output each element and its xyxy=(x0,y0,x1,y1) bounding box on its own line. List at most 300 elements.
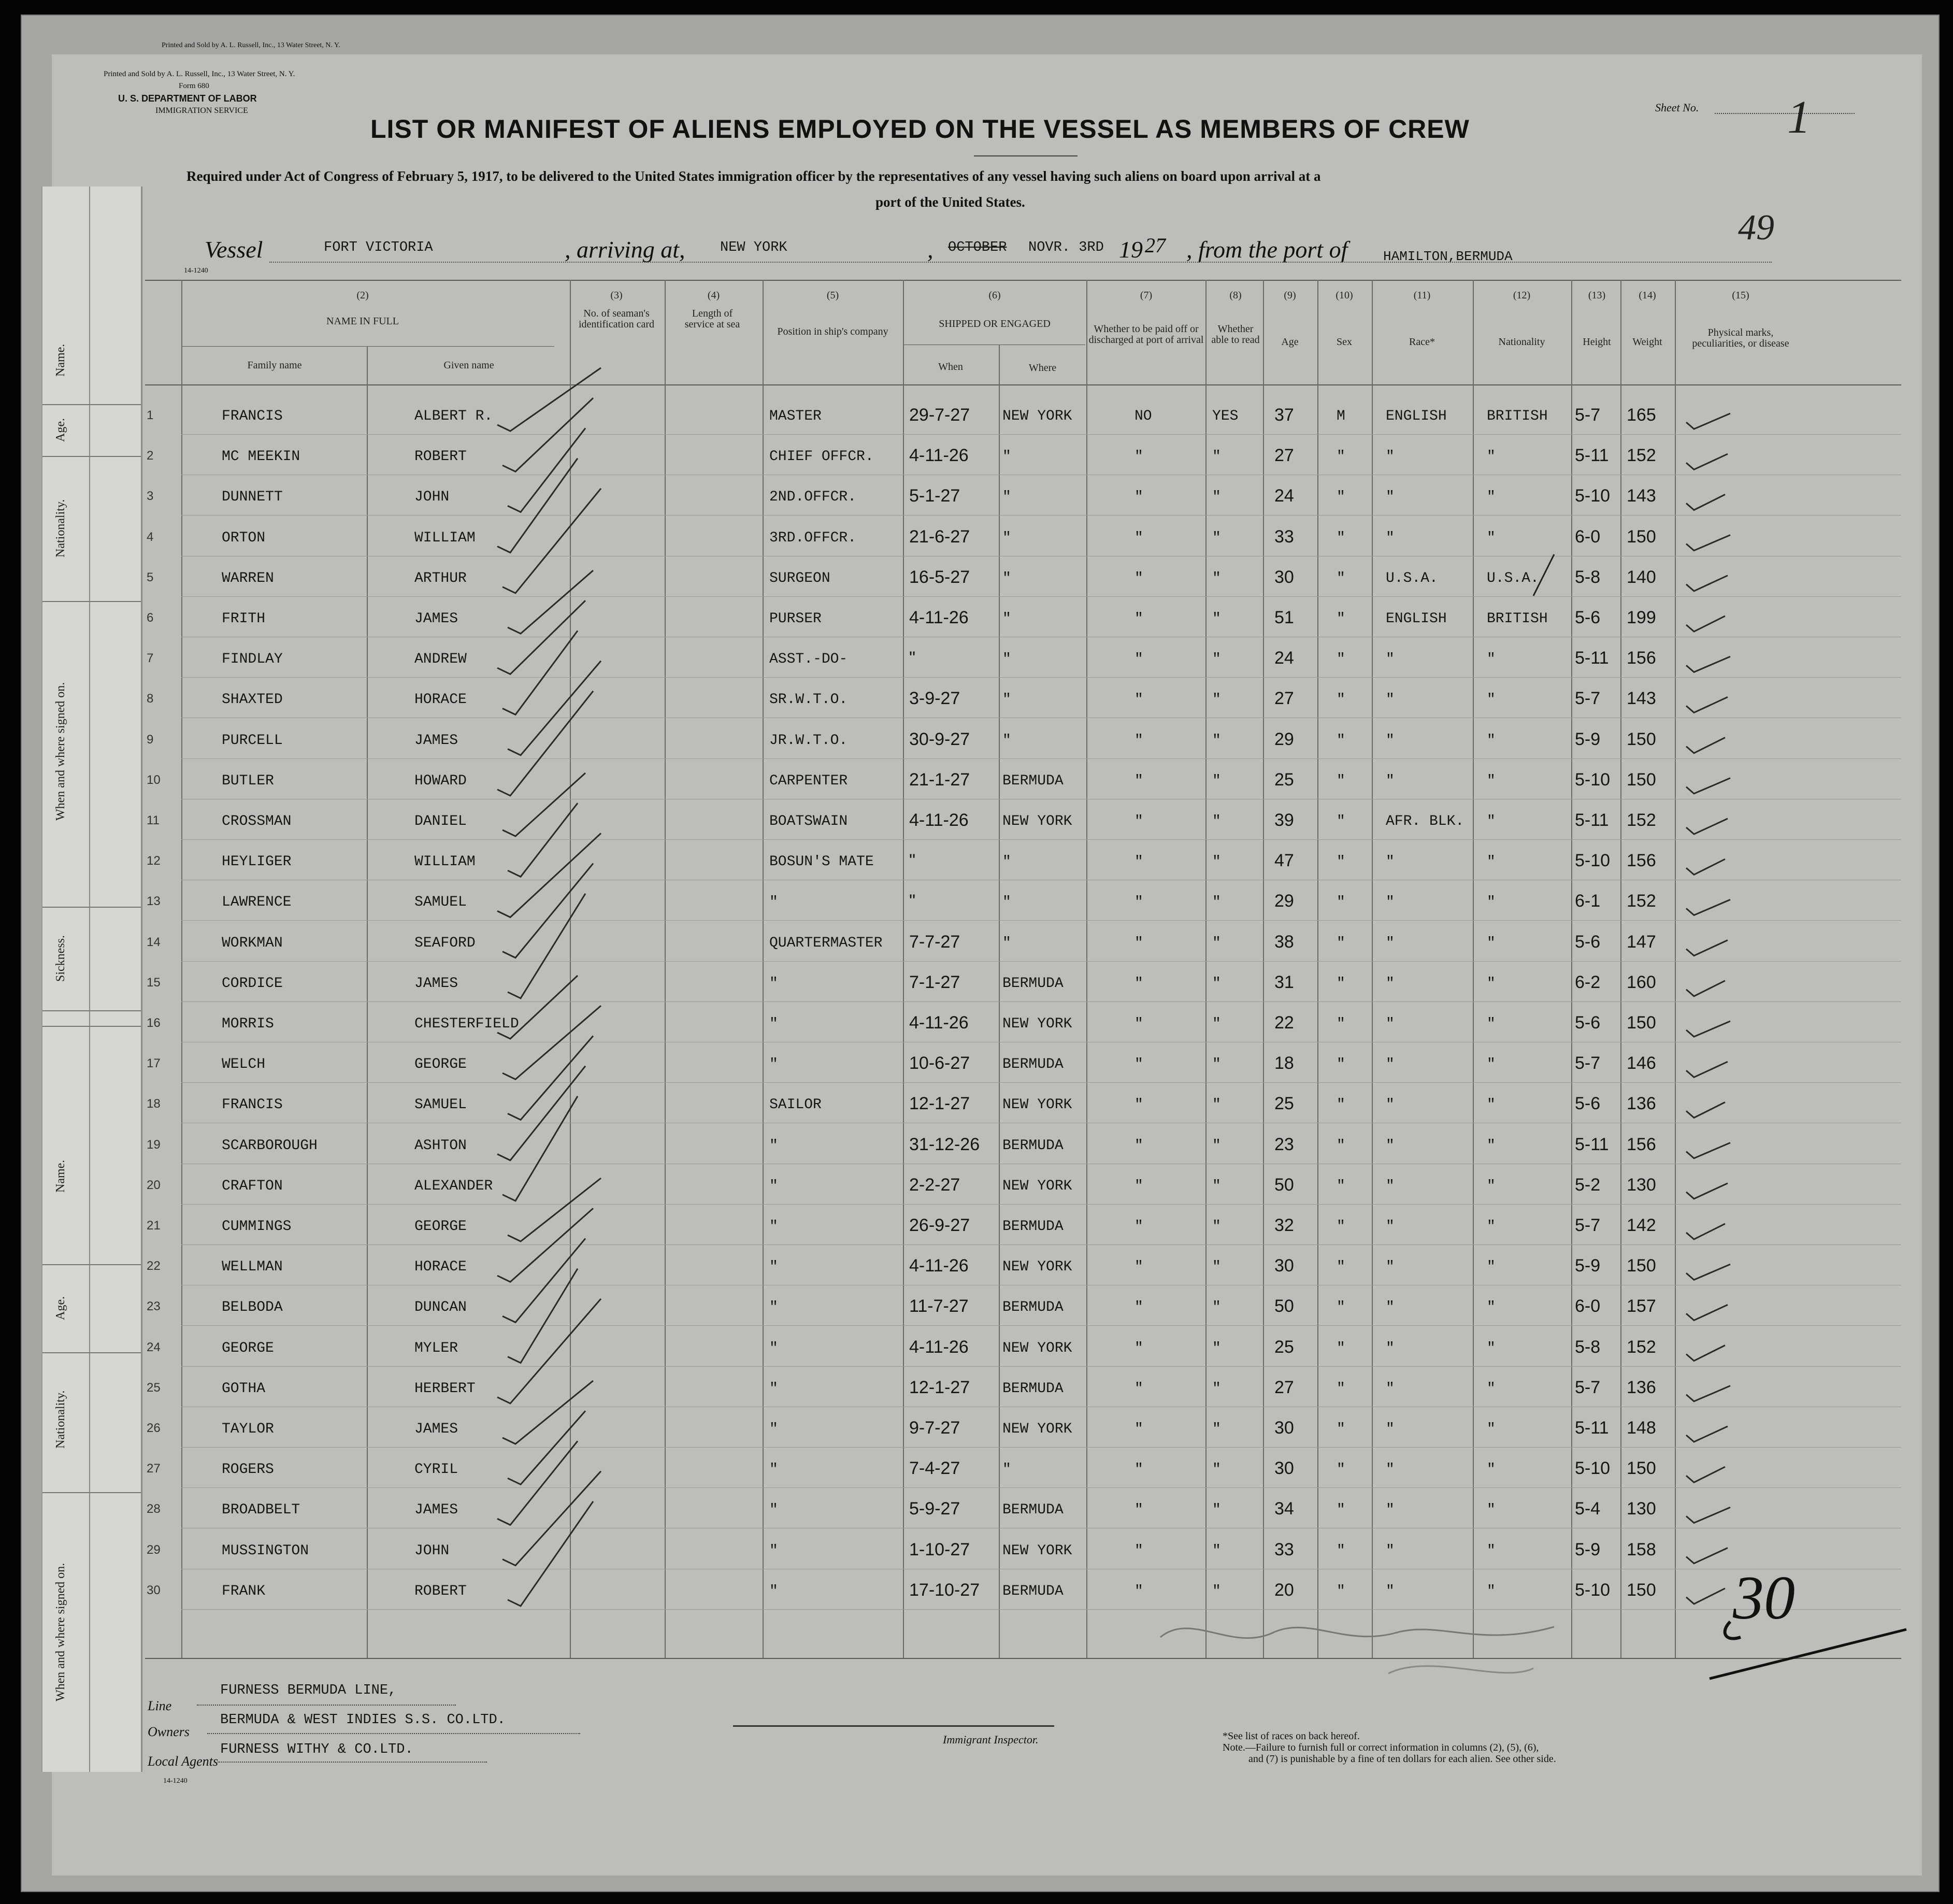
vline-d xyxy=(665,280,666,1658)
cell-where: " xyxy=(1002,611,1011,627)
cell-sex: " xyxy=(1337,1056,1345,1073)
cell-given: JAMES xyxy=(414,975,458,992)
cell-n: 8 xyxy=(147,692,154,706)
cell-position: " xyxy=(769,1421,778,1437)
cell-where: " xyxy=(1002,692,1011,708)
col7-header: Whether to be paid off or discharged at port of arrival xyxy=(1088,323,1204,346)
cell-n: 14 xyxy=(147,935,161,949)
col12-number: (12) xyxy=(1513,290,1531,301)
cell-n: 4 xyxy=(147,529,154,544)
cell-where: NEW YORK xyxy=(1002,1178,1072,1194)
cell-sex: " xyxy=(1337,1016,1345,1032)
cell-when: 4-11-26 xyxy=(909,810,969,830)
cell-position: " xyxy=(769,1137,778,1154)
vline-h xyxy=(1086,280,1087,1658)
cell-where: NEW YORK xyxy=(1002,1340,1072,1356)
cell-paid: " xyxy=(1135,611,1143,627)
cell-read: " xyxy=(1212,489,1221,506)
cell-where: BERMUDA xyxy=(1002,1502,1064,1519)
cell-paid: " xyxy=(1135,1178,1143,1194)
cell-nationality: " xyxy=(1487,1219,1496,1235)
cell-sex: " xyxy=(1337,1219,1345,1235)
cell-race: " xyxy=(1386,449,1395,465)
cell-age: 27 xyxy=(1274,446,1294,466)
cell-sex: " xyxy=(1337,935,1345,951)
cell-read: " xyxy=(1212,1259,1221,1276)
row-rule xyxy=(181,1325,1901,1326)
cell-sex: " xyxy=(1337,1340,1345,1356)
vline-c xyxy=(570,280,571,1658)
row-rule xyxy=(181,839,1901,840)
cell-nationality: " xyxy=(1487,1016,1496,1032)
cell-position: " xyxy=(769,1583,778,1599)
cell-nationality: " xyxy=(1487,1502,1496,1519)
cell-sex: " xyxy=(1337,1421,1345,1437)
cell-given: WILLIAM xyxy=(414,854,476,870)
cell-read: YES xyxy=(1212,408,1239,424)
cell-weight: 199 xyxy=(1627,608,1656,627)
form-code-top: 14-1240 xyxy=(184,267,208,275)
cell-nationality: " xyxy=(1487,1056,1496,1073)
cell-sex: " xyxy=(1337,489,1345,506)
row-rule xyxy=(181,961,1901,962)
subtitle-line1: Required under Act of Congress of February 5, 1917, to be delivered to the United States immigration officer by the representatives of any vessel having such aliens on board upon arrival at a xyxy=(186,168,1321,184)
given-name-header: Given name xyxy=(443,360,494,371)
cell-where: NEW YORK xyxy=(1002,408,1072,424)
cell-position: CHIEF OFFCR. xyxy=(769,449,874,465)
cell-read: " xyxy=(1212,1299,1221,1316)
cell-paid: " xyxy=(1135,570,1143,586)
cell-race: " xyxy=(1386,1583,1395,1599)
cell-family: HEYLIGER xyxy=(222,854,292,870)
vline-e xyxy=(763,280,764,1658)
cell-weight: 136 xyxy=(1627,1377,1656,1397)
cell-weight: 136 xyxy=(1627,1094,1656,1114)
cell-weight: 156 xyxy=(1627,648,1656,668)
cell-read: " xyxy=(1212,935,1221,951)
cell-read: " xyxy=(1212,529,1221,546)
cell-age: 39 xyxy=(1274,810,1294,830)
cell-sex: " xyxy=(1337,529,1345,546)
cell-race: ENGLISH xyxy=(1386,408,1447,424)
cell-age: 32 xyxy=(1274,1215,1294,1235)
strip-label-sickness: Sickness. xyxy=(54,935,67,982)
cell-when: " xyxy=(909,851,916,871)
header-top-rule xyxy=(145,280,1901,281)
cell-weight: 152 xyxy=(1627,891,1656,911)
cell-family: LAWRENCE xyxy=(222,894,292,911)
cell-where: NEW YORK xyxy=(1002,1097,1072,1113)
cell-read: " xyxy=(1212,732,1221,749)
cell-when: 11-7-27 xyxy=(909,1296,969,1316)
cell-given: ARTHUR xyxy=(414,570,467,586)
cell-paid: " xyxy=(1135,1219,1143,1235)
cell-paid: " xyxy=(1135,935,1143,951)
cell-sex: " xyxy=(1337,692,1345,708)
cell-paid: " xyxy=(1135,1137,1143,1154)
cell-given: SAMUEL xyxy=(414,1097,467,1113)
cell-given: SEAFORD xyxy=(414,935,476,951)
cell-height: 5-8 xyxy=(1575,567,1601,587)
col5-number: (5) xyxy=(826,290,839,301)
strip-vline xyxy=(89,187,90,1772)
cell-n: 19 xyxy=(147,1137,161,1152)
where-header: Where xyxy=(1028,362,1057,374)
cell-n: 5 xyxy=(147,570,154,584)
col2-number: (2) xyxy=(356,290,369,301)
vline-o xyxy=(1620,280,1621,1658)
cell-family: DUNNETT xyxy=(222,489,283,506)
cell-read: " xyxy=(1212,1502,1221,1519)
cell-position: " xyxy=(769,894,778,911)
inspector-label: Immigrant Inspector. xyxy=(943,1733,1039,1746)
cell-weight: 156 xyxy=(1627,851,1656,871)
cell-when: 29-7-27 xyxy=(909,405,970,425)
strip-line xyxy=(42,1352,141,1353)
cell-position: QUARTERMASTER xyxy=(769,935,883,951)
col6-header: SHIPPED OR ENGAGED xyxy=(939,318,1051,330)
cell-nationality: " xyxy=(1487,1097,1496,1113)
strip-line xyxy=(42,456,141,457)
strip-label-signed-on-2: When and where signed on. xyxy=(54,1563,67,1701)
cell-n: 12 xyxy=(147,854,161,868)
col9-header: Age xyxy=(1281,336,1299,348)
cell-nationality: " xyxy=(1487,813,1496,829)
cell-age: 25 xyxy=(1274,1337,1294,1357)
owners-value: BERMUDA & WEST INDIES S.S. CO.LTD. xyxy=(220,1712,506,1728)
vline-n xyxy=(1571,280,1572,1658)
cell-age: 50 xyxy=(1274,1296,1294,1316)
cell-read: " xyxy=(1212,1462,1221,1478)
cell-when: 12-1-27 xyxy=(909,1094,970,1114)
cell-race: " xyxy=(1386,489,1395,506)
cell-where: " xyxy=(1002,529,1011,546)
vessel-name: FORT VICTORIA xyxy=(324,240,433,255)
cell-when: 5-9-27 xyxy=(909,1499,960,1519)
cell-position: 3RD.OFFCR. xyxy=(769,529,857,546)
cell-age: 20 xyxy=(1274,1580,1294,1600)
cell-race: " xyxy=(1386,1502,1395,1519)
cell-nationality: " xyxy=(1487,1340,1496,1356)
cell-paid: " xyxy=(1135,854,1143,870)
cell-age: 31 xyxy=(1274,972,1294,992)
vline-b xyxy=(367,346,368,1658)
cell-height: 5-6 xyxy=(1575,608,1601,627)
cell-height: 5-11 xyxy=(1575,1418,1609,1438)
year-prefix: 19 xyxy=(1119,236,1143,263)
row-rule xyxy=(181,596,1901,597)
cell-family: CRAFTON xyxy=(222,1178,283,1194)
cell-position: " xyxy=(769,1056,778,1073)
cell-sex: M xyxy=(1337,408,1345,424)
cell-read: " xyxy=(1212,651,1221,668)
cell-when: 5-1-27 xyxy=(909,486,960,506)
col9-number: (9) xyxy=(1284,290,1296,301)
cell-paid: " xyxy=(1135,1502,1143,1519)
cell-n: 6 xyxy=(147,611,154,625)
cell-sex: " xyxy=(1337,975,1345,992)
cell-sex: " xyxy=(1337,1380,1345,1397)
cell-paid: " xyxy=(1135,1016,1143,1032)
col13-number: (13) xyxy=(1588,290,1606,301)
row-rule xyxy=(181,920,1901,921)
printer-line: Printed and Sold by A. L. Russell, Inc., 13 Water Street, N. Y. xyxy=(104,70,295,78)
cell-age: 25 xyxy=(1274,1094,1294,1114)
cell-height: 5-7 xyxy=(1575,689,1601,709)
cell-position: ASST.-DO- xyxy=(769,651,848,668)
cell-where: NEW YORK xyxy=(1002,1259,1072,1276)
cell-height: 5-7 xyxy=(1575,1377,1601,1397)
header-bottom-rule xyxy=(145,384,1901,385)
cell-nationality: " xyxy=(1487,975,1496,992)
cell-sex: " xyxy=(1337,1137,1345,1154)
cell-age: 30 xyxy=(1274,1458,1294,1479)
cell-weight: 143 xyxy=(1627,689,1656,709)
cell-when: 17-10-27 xyxy=(909,1580,980,1600)
cell-sex: " xyxy=(1337,570,1345,586)
cell-weight: 150 xyxy=(1627,729,1656,749)
cell-read: " xyxy=(1212,854,1221,870)
cell-nationality: " xyxy=(1487,1421,1496,1437)
cell-age: 27 xyxy=(1274,1377,1294,1397)
agents-value: FURNESS WITHY & CO.LTD. xyxy=(220,1742,413,1757)
cell-n: 20 xyxy=(147,1178,161,1192)
cell-read: " xyxy=(1212,1340,1221,1356)
cell-age: 18 xyxy=(1274,1053,1294,1073)
vline-m xyxy=(1473,280,1474,1658)
cell-given: HORACE xyxy=(414,692,467,708)
cell-given: JAMES xyxy=(414,732,458,749)
cell-race: " xyxy=(1386,1340,1395,1356)
cell-family: BROADBELT xyxy=(222,1502,300,1519)
cell-race: " xyxy=(1386,935,1395,951)
cell-nationality: " xyxy=(1487,529,1496,546)
cell-n: 26 xyxy=(147,1421,161,1435)
cell-height: 5-11 xyxy=(1575,1134,1609,1154)
cell-race: " xyxy=(1386,1056,1395,1073)
cell-where: BERMUDA xyxy=(1002,772,1064,789)
cell-read: " xyxy=(1212,894,1221,911)
cell-position: BOATSWAIN xyxy=(769,813,848,829)
arrival-port: NEW YORK xyxy=(720,240,787,255)
cell-paid: " xyxy=(1135,1462,1143,1478)
cell-given: GEORGE xyxy=(414,1056,467,1073)
cell-n: 18 xyxy=(147,1097,161,1111)
col5-header: Position in ship's company xyxy=(777,326,888,337)
cell-nationality: " xyxy=(1487,772,1496,789)
cell-nationality: " xyxy=(1487,692,1496,708)
cell-where: BERMUDA xyxy=(1002,1583,1064,1599)
cell-weight: 130 xyxy=(1627,1175,1656,1195)
row-rule xyxy=(181,1001,1901,1002)
cell-sex: " xyxy=(1337,1259,1345,1276)
cell-family: GOTHA xyxy=(222,1380,266,1397)
cell-race: " xyxy=(1386,1178,1395,1194)
cell-when: 4-11-26 xyxy=(909,1013,969,1033)
cell-paid: NO xyxy=(1135,408,1152,424)
cell-weight: 160 xyxy=(1627,972,1656,992)
cell-nationality: " xyxy=(1487,1299,1496,1316)
cell-weight: 150 xyxy=(1627,1458,1656,1479)
row-rule xyxy=(181,677,1901,678)
cell-family: TAYLOR xyxy=(222,1421,274,1437)
vline-i xyxy=(1205,280,1207,1658)
cell-given: HOWARD xyxy=(414,772,467,789)
cell-paid: " xyxy=(1135,772,1143,789)
cell-family: CUMMINGS xyxy=(222,1219,292,1235)
page-title: LIST OR MANIFEST OF ALIENS EMPLOYED ON THE VESSEL AS MEMBERS OF CREW xyxy=(370,114,1470,144)
cell-when: 31-12-26 xyxy=(909,1134,980,1154)
cell-read: " xyxy=(1212,1421,1221,1437)
cell-given: JOHN xyxy=(414,489,450,506)
cell-paid: " xyxy=(1135,1259,1143,1276)
col10-number: (10) xyxy=(1335,290,1353,301)
cell-paid: " xyxy=(1135,1542,1143,1559)
cell-age: 38 xyxy=(1274,932,1294,952)
year-suffix: 27 xyxy=(1145,234,1166,257)
cell-when: 7-1-27 xyxy=(909,972,960,992)
col15-header: Physical marks, peculiarities, or disease xyxy=(1692,327,1789,349)
cell-age: 23 xyxy=(1274,1134,1294,1154)
cell-race: " xyxy=(1386,1380,1395,1397)
cell-family: WARREN xyxy=(222,570,274,586)
cell-sex: " xyxy=(1337,651,1345,668)
cell-height: 5-7 xyxy=(1575,405,1601,425)
row-rule xyxy=(181,515,1901,516)
cell-given: HORACE xyxy=(414,1259,467,1276)
cell-nationality: " xyxy=(1487,1583,1496,1599)
cell-age: 50 xyxy=(1274,1175,1294,1195)
vline-k xyxy=(1317,280,1318,1658)
agents-rule xyxy=(218,1762,487,1763)
cell-position: SAILOR xyxy=(769,1097,822,1113)
cell-n: 7 xyxy=(147,651,154,666)
strip-line xyxy=(42,907,141,908)
row-rule xyxy=(181,1447,1901,1448)
owners-rule xyxy=(207,1733,580,1734)
cell-sex: " xyxy=(1337,449,1345,465)
cell-paid: " xyxy=(1135,1421,1143,1437)
cell-family: FRANCIS xyxy=(222,408,283,424)
cell-when: 9-7-27 xyxy=(909,1418,960,1438)
note-line2: and (7) is punishable by a fine of ten dollars for each alien. See other side. xyxy=(1248,1753,1556,1765)
cell-nationality: " xyxy=(1487,449,1496,465)
col8-number: (8) xyxy=(1229,290,1242,301)
cell-weight: 140 xyxy=(1627,567,1656,587)
cell-weight: 150 xyxy=(1627,1256,1656,1276)
cell-weight: 157 xyxy=(1627,1296,1656,1316)
cell-race: " xyxy=(1386,854,1395,870)
cell-n: 15 xyxy=(147,975,161,990)
cell-height: 5-10 xyxy=(1575,1458,1611,1479)
cell-when: 26-9-27 xyxy=(909,1215,970,1235)
cell-when: 16-5-27 xyxy=(909,567,970,587)
col4-header: Length of service at sea xyxy=(684,308,740,330)
cell-sex: " xyxy=(1337,1583,1345,1599)
cell-where: BERMUDA xyxy=(1002,1137,1064,1154)
family-name-header: Family name xyxy=(247,360,302,371)
cell-weight: 165 xyxy=(1627,405,1656,425)
cell-age: 33 xyxy=(1274,1539,1294,1559)
cell-read: " xyxy=(1212,1219,1221,1235)
cell-height: 5-11 xyxy=(1575,648,1609,668)
col6-number: (6) xyxy=(988,290,1001,301)
cell-when: 21-1-27 xyxy=(909,769,970,790)
cell-nationality: " xyxy=(1487,651,1496,668)
cell-where: " xyxy=(1002,570,1011,586)
strip-line xyxy=(42,1492,141,1493)
name-subrule xyxy=(181,346,554,347)
cell-race: " xyxy=(1386,1137,1395,1154)
note-races: *See list of races on back hereof. xyxy=(1223,1730,1360,1742)
cell-n: 16 xyxy=(147,1016,161,1030)
cell-position: BOSUN'S MATE xyxy=(769,854,874,870)
cell-position: " xyxy=(769,1299,778,1316)
col11-number: (11) xyxy=(1413,290,1431,301)
cell-paid: " xyxy=(1135,489,1143,506)
cell-race: " xyxy=(1386,975,1395,992)
cell-sex: " xyxy=(1337,894,1345,911)
cell-position: SURGEON xyxy=(769,570,830,586)
cell-read: " xyxy=(1212,692,1221,708)
row-rule xyxy=(181,1204,1901,1205)
cell-when: 1-10-27 xyxy=(909,1539,970,1559)
cell-given: ROBERT xyxy=(414,449,467,465)
cell-read: " xyxy=(1212,449,1221,465)
cell-family: ROGERS xyxy=(222,1462,274,1478)
cell-read: " xyxy=(1212,611,1221,627)
cell-family: SHAXTED xyxy=(222,692,283,708)
strip-label-name-2: Name. xyxy=(54,1159,67,1193)
cell-age: 27 xyxy=(1274,689,1294,709)
cell-nationality: " xyxy=(1487,1462,1496,1478)
row-rule xyxy=(181,1244,1901,1245)
cell-family: CROSSMAN xyxy=(222,813,292,829)
cell-paid: " xyxy=(1135,1380,1143,1397)
cell-position: " xyxy=(769,1259,778,1276)
cell-read: " xyxy=(1212,1097,1221,1113)
cell-where: NEW YORK xyxy=(1002,1421,1072,1437)
cell-n: 13 xyxy=(147,894,161,909)
cell-n: 1 xyxy=(147,408,154,422)
cell-race: " xyxy=(1386,772,1395,789)
cell-height: 5-9 xyxy=(1575,1256,1601,1276)
cell-weight: 150 xyxy=(1627,1013,1656,1033)
cell-height: 5-9 xyxy=(1575,1539,1601,1559)
cell-n: 9 xyxy=(147,732,154,747)
title-rule xyxy=(974,155,1078,156)
row-rule xyxy=(181,758,1901,759)
struck-month: OCTOBER xyxy=(948,240,1007,255)
cell-given: JAMES xyxy=(414,1421,458,1437)
cell-when: 2-2-27 xyxy=(909,1175,960,1195)
service: IMMIGRATION SERVICE xyxy=(155,106,248,115)
cell-position: " xyxy=(769,1340,778,1356)
cell-read: " xyxy=(1212,1056,1221,1073)
cell-family: GEORGE xyxy=(222,1340,274,1356)
cell-weight: 158 xyxy=(1627,1539,1656,1559)
cell-read: " xyxy=(1212,1016,1221,1032)
cell-weight: 150 xyxy=(1627,526,1656,547)
strip-label-age: Age. xyxy=(54,418,67,442)
cell-paid: " xyxy=(1135,692,1143,708)
cell-family: WELLMAN xyxy=(222,1259,283,1276)
strip-label-signed-on: When and where signed on. xyxy=(54,682,67,821)
cell-where: NEW YORK xyxy=(1002,813,1072,829)
when-header: When xyxy=(938,361,963,373)
cell-given: JOHN xyxy=(414,1542,450,1559)
cell-read: " xyxy=(1212,1380,1221,1397)
